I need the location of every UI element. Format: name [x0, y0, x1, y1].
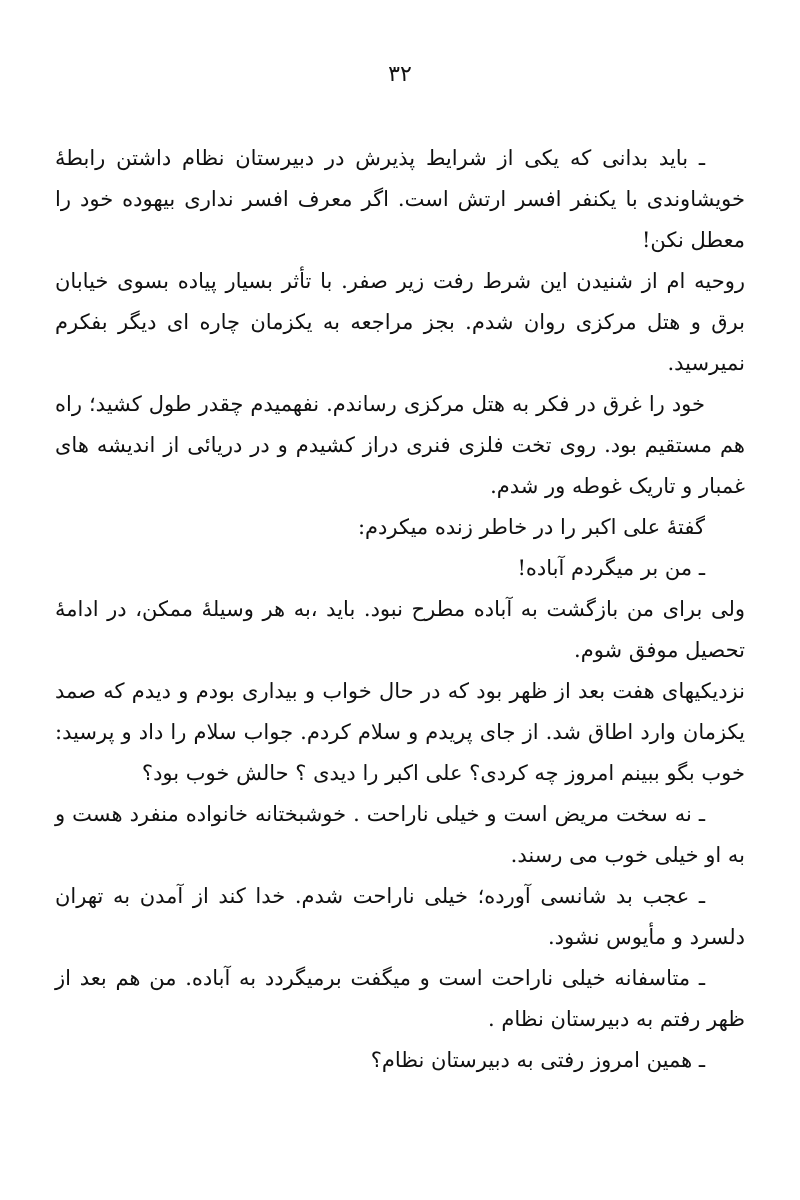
paragraph: نزدیکیهای هفت بعد از ظهر بود که در حال خواب و بیداری بودم و دیدم که صمد یکزمان وارد اطاق شد. از جای پریدم و سلام کردم. جواب سلام را داد و پرسید: خوب بگو ببینم امروز چه کردی؟ علی اکبر را دیدی ؟ حالش خوب بود؟ [55, 679, 745, 785]
paragraph: ـ همین امروز رفتی به دبیرستان نظام؟ [370, 1048, 705, 1072]
page-number: ۳۲ [388, 62, 412, 87]
paragraph: ـ من بر میگردم آباده! [517, 556, 705, 580]
paragraph: ـ نه سخت مریض است و خیلی ناراحت . خوشبختانه خانواده منفرد هست و به او خیلی خوب می رسند. [55, 802, 745, 867]
body-text [55, 138, 745, 1081]
paragraph: روحیه ام از شنیدن این شرط رفت زیر صفر. با تأثر بسیار پیاده بسوی خیابان برق و هتل مرکزی روان شدم. بجز مراجعه به یکزمان چاره ای دیگر بفکرم نمیرسید. [55, 269, 745, 375]
paragraph: ولی برای من بازگشت به آباده مطرح نبود. باید ،به هر وسیلهٔ ممکن، در ادامهٔ تحصیل موفق شوم. [55, 597, 745, 662]
paragraph: گفتهٔ علی اکبر را در خاطر زنده میکردم: [357, 515, 705, 539]
paragraph: ـ عجب بد شانسی آورده؛ خیلی ناراحت شدم. خدا کند از آمدن به تهران دلسرد و مأیوس نشود. [55, 884, 745, 949]
paragraph: ـ متاسفانه خیلی ناراحت است و میگفت برمیگردد به آباده. من هم بعد از ظهر رفتم به دبیرستان نظام . [55, 966, 745, 1031]
paragraph: خود را غرق در فکر به هتل مرکزی رساندم. نفهمیدم چقدر طول کشید؛ راه هم مستقیم بود. روی تخت فلزی فنری دراز کشیدم و در دریائی از اندیشه های غمبار و تاریک غوطه ور شدم. [55, 392, 745, 498]
paragraph: ـ باید بدانی که یکی از شرایط پذیرش در دبیرستان نظام داشتن رابطهٔ خویشاوندی با یکنفر افسر ارتش است. اگر معرف افسر نداری بیهوده خود را معطل نکن! [55, 146, 745, 252]
